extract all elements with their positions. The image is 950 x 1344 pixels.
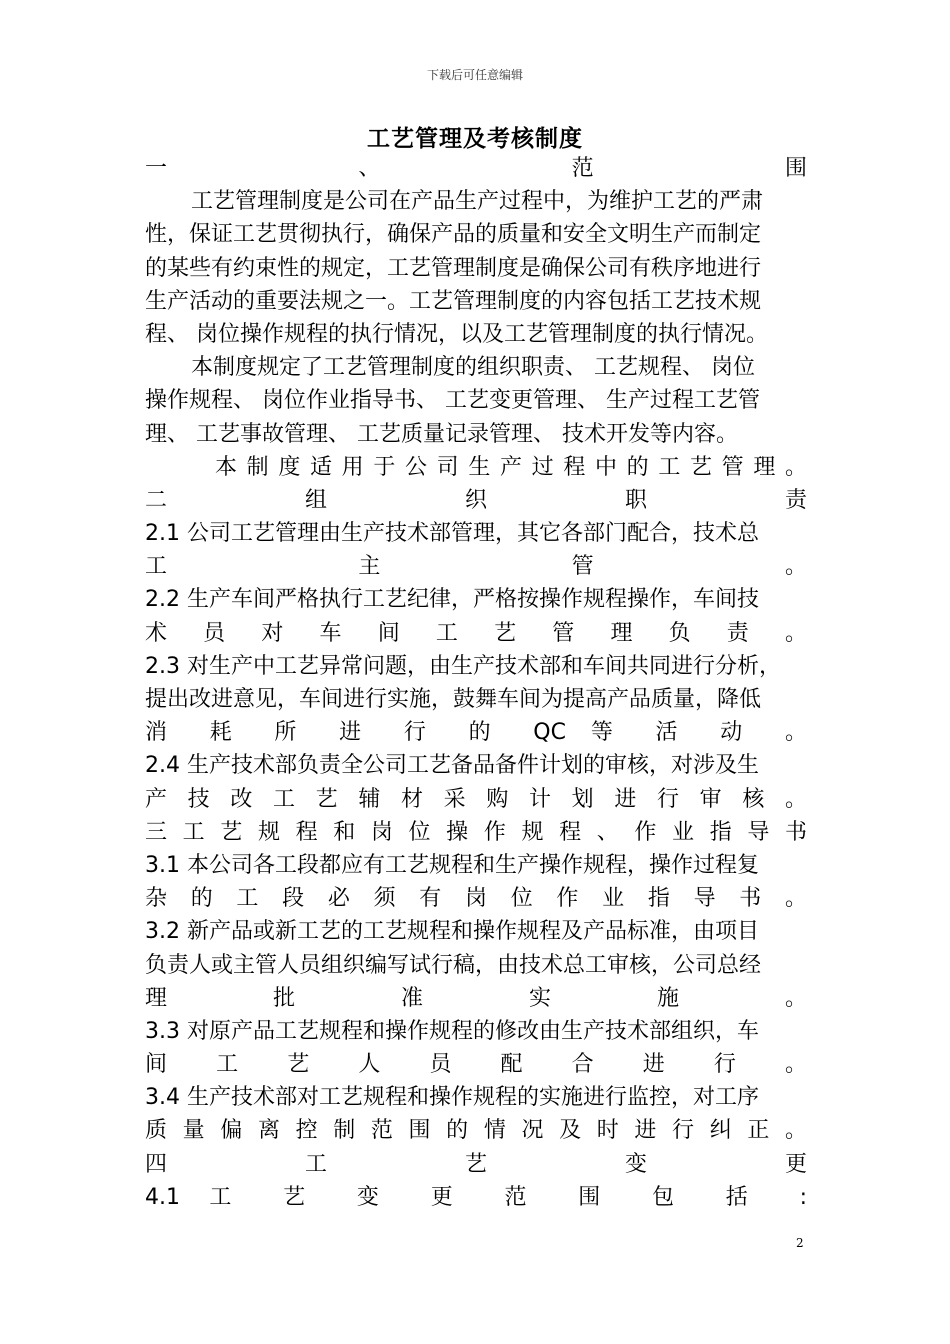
text-line: 2.1 公司工艺管理由生产技术部管理，其它各部门配合，技术总 bbox=[145, 521, 759, 547]
document-body bbox=[145, 152, 807, 1214]
text-line: 术 员 对 车 间 工 艺 管 理 负 责 。 bbox=[145, 620, 807, 646]
text-line: 4.1 工 艺 变 更 范 围 包 括 : bbox=[145, 1184, 807, 1210]
text-line: 杂 的 工 段 必 须 有 岗 位 作 业 指 导 书 。 bbox=[145, 886, 807, 912]
text-line: 3.4 生产技术部对工艺规程和操作规程的实施进行监控，对工序 bbox=[145, 1085, 759, 1111]
text-line: 理 批 准 实 施 。 bbox=[145, 985, 807, 1011]
text-line: 工 主 管 。 bbox=[145, 554, 807, 580]
text-line: 二 组 织 职 责 bbox=[145, 487, 807, 513]
text-line: 3.3 对原产品工艺规程和操作规程的修改由生产技术部组织，车 bbox=[145, 1018, 759, 1044]
text-line: 本制度规定了工艺管理制度的组织职责、 工艺规程、 岗位 bbox=[191, 355, 755, 381]
text-line: 本 制 度 适 用 于 公 司 生 产 过 程 中 的 工 艺 管 理 。 bbox=[215, 454, 807, 480]
text-line: 一 、 范 围 bbox=[145, 156, 807, 181]
page-number: 2 bbox=[796, 1236, 804, 1250]
page-header: 下载后可任意编辑 bbox=[426, 68, 523, 82]
document-title: 工艺管理及考核制度 bbox=[367, 126, 583, 152]
text-line: 操作规程、 岗位作业指导书、 工艺变更管理、 生产过程工艺管 bbox=[145, 388, 760, 414]
text-line: 性，保证工艺贯彻执行，确保产品的质量和安全文明生产而制定 bbox=[145, 222, 762, 248]
text-line: 3.1 本公司各工段都应有工艺规程和生产操作规程，操作过程复 bbox=[145, 852, 759, 878]
text-line: 间 工 艺 人 员 配 合 进 行 。 bbox=[145, 1052, 807, 1078]
text-line: 负责人或主管人员组织编写试行稿，由技术总工审核，公司总经 bbox=[145, 952, 762, 978]
text-line: 提出改进意见，车间进行实施，鼓舞车间为提高产品质量，降低 bbox=[145, 687, 762, 712]
text-line: 理、 工艺事故管理、 工艺质量记录管理、 技术开发等内容。 bbox=[145, 421, 738, 447]
text-line: 生产活动的重要法规之一。工艺管理制度的内容包括工艺技术规 bbox=[145, 288, 762, 314]
text-line: 产 技 改 工 艺 辅 材 采 购 计 划 进 行 审 核 。 bbox=[145, 786, 807, 812]
text-line: 工艺管理制度是公司在产品生产过程中，为维护工艺的严肃 bbox=[191, 189, 764, 215]
text-line: 质 量 偏 离 控 制 范 围 的 情 况 及 时 进 行 纠 正 。 bbox=[145, 1118, 807, 1144]
text-line: 三 工 艺 规 程 和 岗 位 操 作 规 程 、 作 业 指 导 书 bbox=[145, 819, 807, 845]
text-line: 3.2 新产品或新工艺的工艺规程和操作规程及产品标准，由项目 bbox=[145, 919, 759, 945]
text-line: 2.4 生产技术部负责全公司工艺备品备件计划的审核，对涉及生 bbox=[145, 753, 759, 779]
text-line: 消 耗 所 进 行 的 QC 等 活 动 。 bbox=[145, 720, 807, 746]
text-line: 四 工 艺 变 更 bbox=[145, 1151, 807, 1177]
text-line: 2.2 生产车间严格执行工艺纪律，严格按操作规程操作，车间技 bbox=[145, 587, 759, 613]
text-line: 2.3 对生产中工艺异常问题，由生产技术部和车间共同进行分析， bbox=[145, 653, 781, 679]
text-line: 的某些有约束性的规定，工艺管理制度是确保公司有秩序地进行 bbox=[145, 255, 762, 281]
text-line: 程、 岗位操作规程的执行情况，以及工艺管理制度的执行情况。 bbox=[145, 321, 768, 347]
